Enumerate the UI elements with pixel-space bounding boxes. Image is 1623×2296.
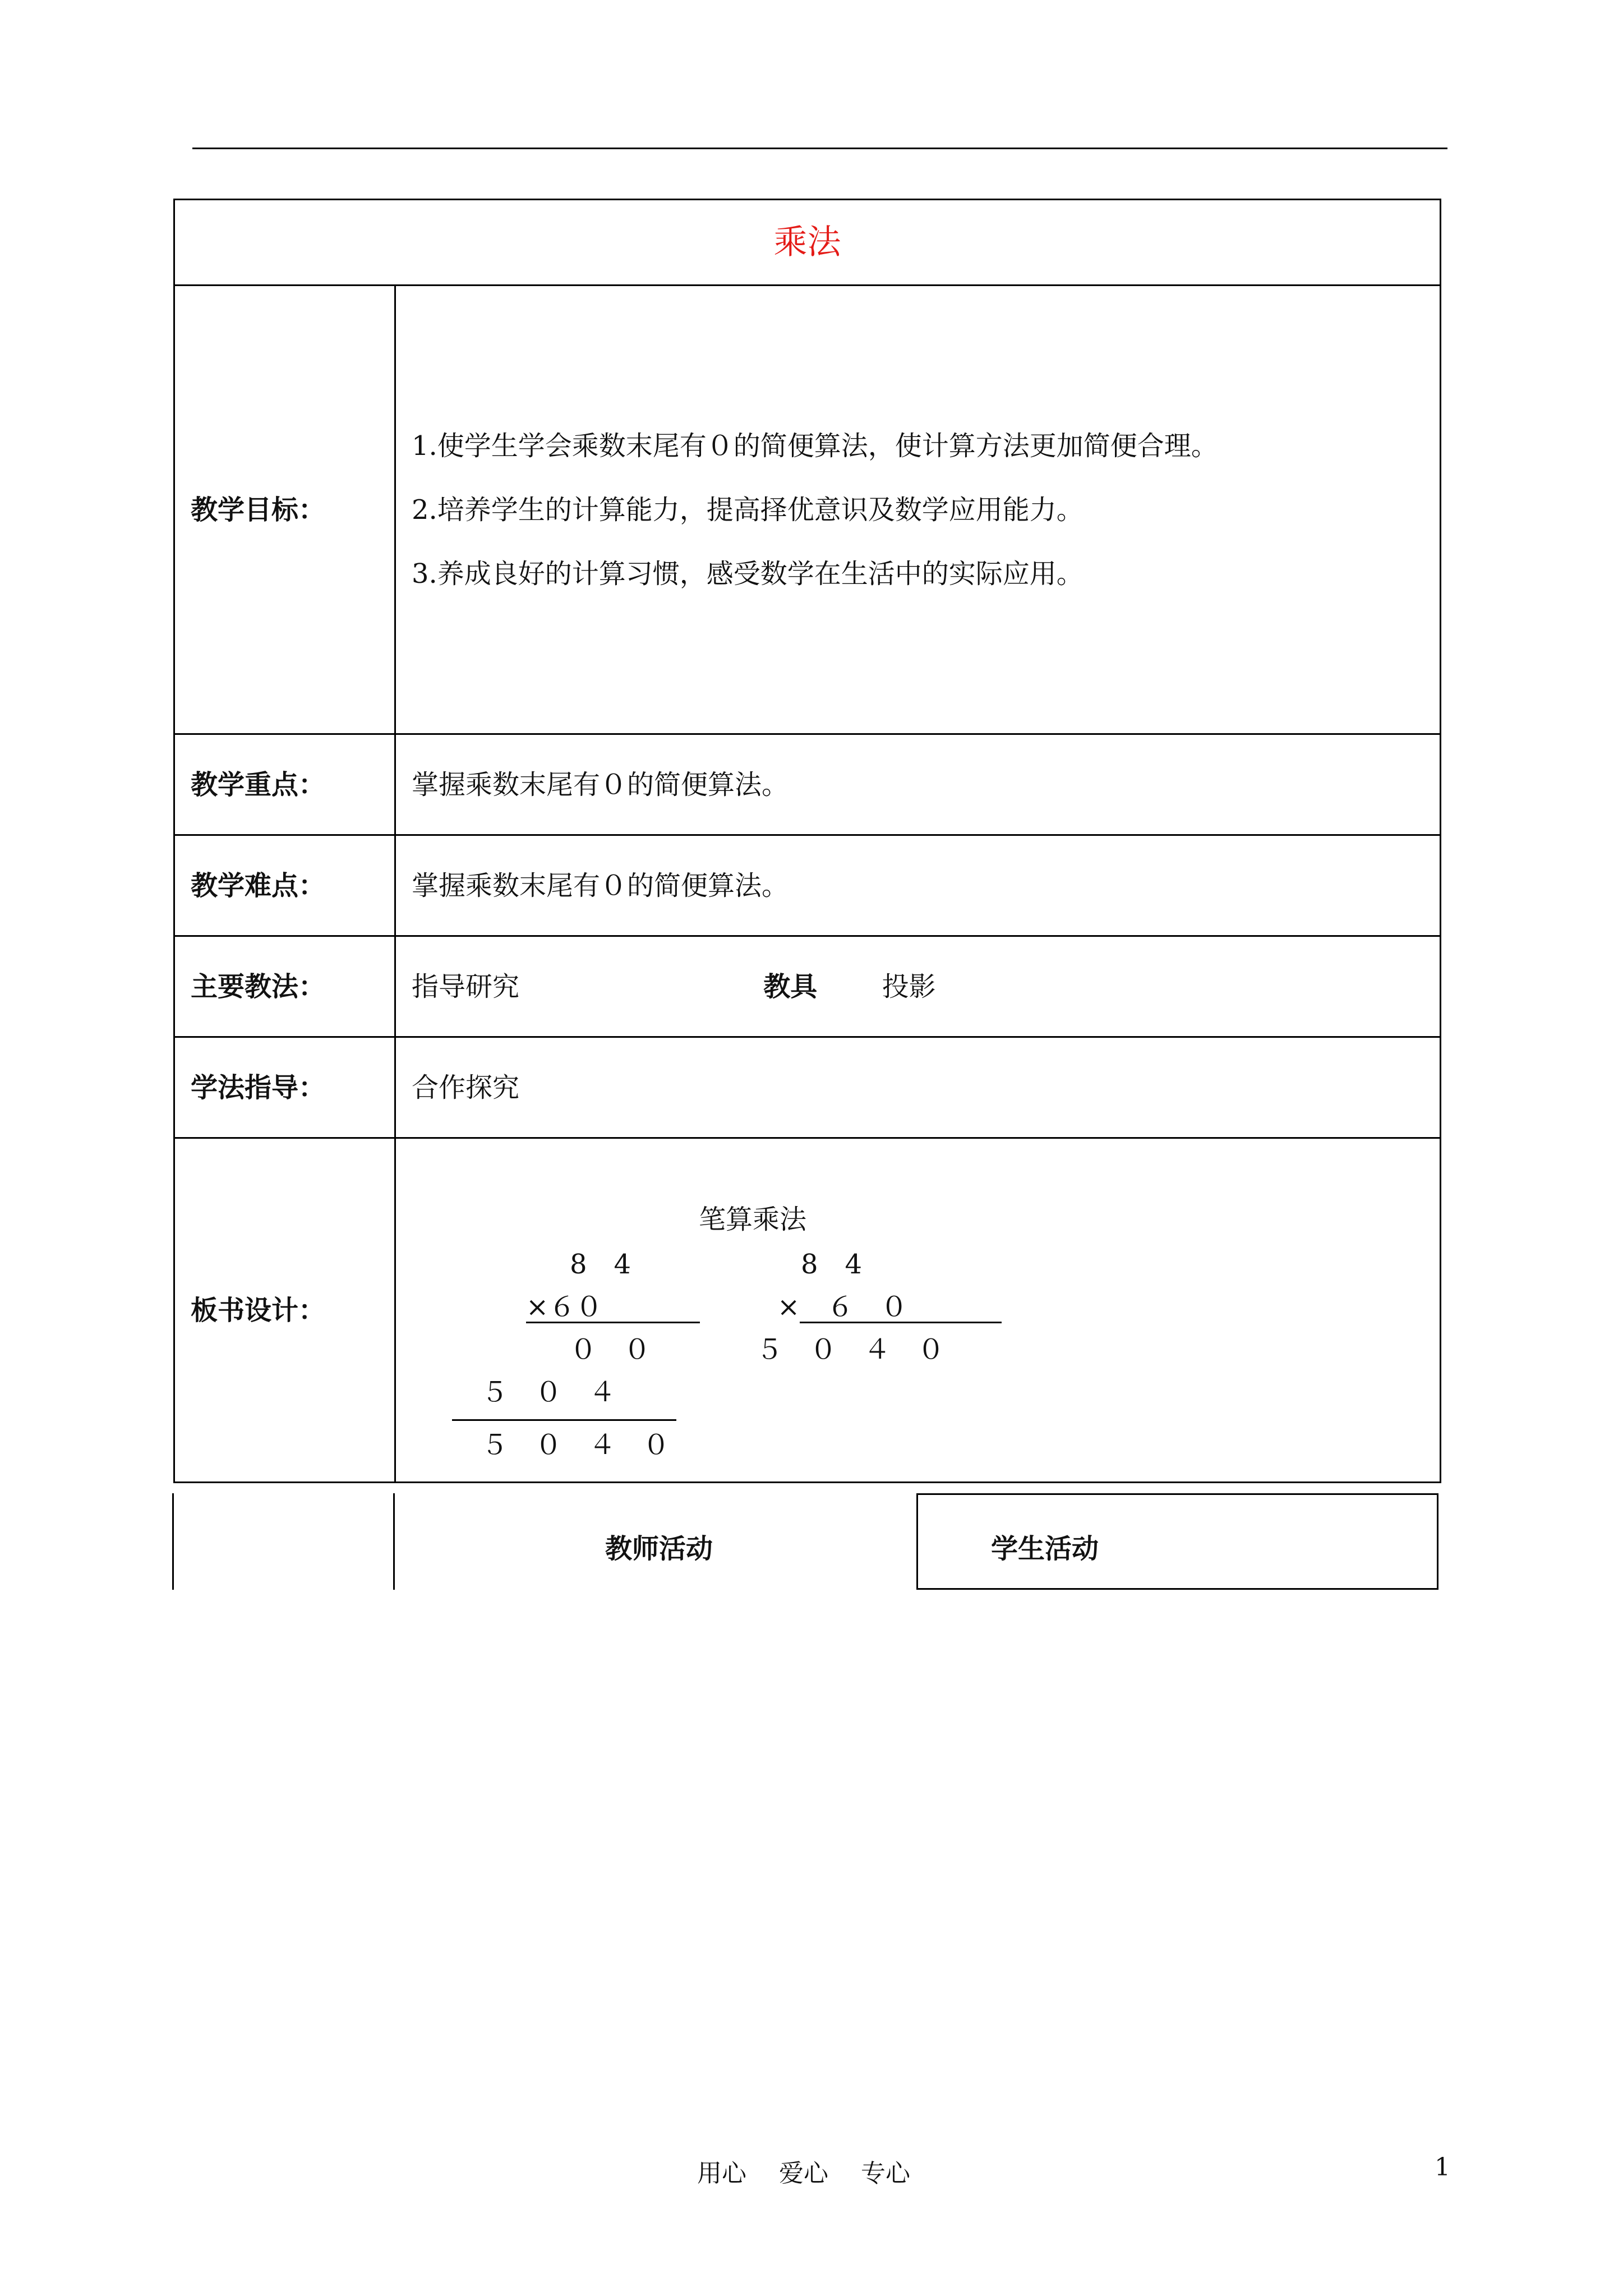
header-rule xyxy=(192,148,1447,149)
title-row xyxy=(174,200,1441,286)
left-partial-2: ５ ０ ４ xyxy=(481,1377,616,1408)
method-label: 主要教法： xyxy=(174,936,395,1037)
tools-value: 投影 xyxy=(882,970,936,1002)
goal-item: 1.使学生学会乘数末尾有０的简便算法，使计算方法更加简便合理。 xyxy=(412,430,1218,462)
left-result: ５ ０ ４ ０ xyxy=(481,1429,670,1461)
footer-motto: 用心 爱心 专心 xyxy=(697,2159,910,2188)
board-design-label: 板书设计： xyxy=(174,1138,395,1483)
left-rule-1 xyxy=(526,1322,700,1323)
key-point-row xyxy=(174,734,1441,835)
study-guide-row xyxy=(174,1037,1441,1138)
activity-top-rule xyxy=(916,1493,1438,1495)
lesson-plan-table xyxy=(173,199,1441,1483)
study-guide-label: 学法指导： xyxy=(174,1037,395,1138)
goal-item: 3.养成良好的计算习惯，感受数学在生活中的实际应用。 xyxy=(412,558,1083,590)
activity-divider-mid xyxy=(393,1493,395,1590)
right-result: ５ ０ ４ ０ xyxy=(756,1334,945,1365)
tools-label: 教具 xyxy=(763,970,818,1002)
left-multiplicand: 8 4 xyxy=(570,1249,631,1280)
difficulty-row xyxy=(174,835,1441,936)
teacher-activity-heading: 教师活动 xyxy=(605,1533,713,1565)
method-value: 指导研究 xyxy=(412,970,520,1002)
board-design-row xyxy=(174,1138,1441,1483)
study-guide-value: 合作探究 xyxy=(395,1037,1441,1138)
key-point-value: 掌握乘数末尾有０的简便算法。 xyxy=(395,734,1441,835)
page-title: 乘法 xyxy=(174,200,1441,286)
key-point-label: 教学重点： xyxy=(174,734,395,835)
activity-divider-left xyxy=(172,1493,174,1590)
activity-bottom-rule xyxy=(916,1588,1438,1590)
page-number: 1 xyxy=(1435,2153,1450,2182)
board-heading: 笔算乘法 xyxy=(699,1204,807,1235)
left-multiplier: ×６０ xyxy=(526,1291,603,1323)
teaching-goals-label: 教学目标： xyxy=(174,286,395,734)
activity-divider-teacher xyxy=(916,1493,918,1590)
activity-divider-right xyxy=(1437,1493,1438,1590)
right-multiplier: × ６ ０ xyxy=(777,1291,908,1323)
board-design-content xyxy=(395,1138,1441,1483)
method-row xyxy=(174,936,1441,1037)
left-partial: ０ ０ xyxy=(570,1334,651,1365)
goal-item: 2.培养学生的计算能力，提高择优意识及数学应用能力。 xyxy=(412,494,1083,526)
activity-header xyxy=(172,1493,1438,1590)
teaching-goals-content xyxy=(395,286,1441,734)
board-diagram xyxy=(396,1139,1440,1481)
difficulty-value: 掌握乘数末尾有０的简便算法。 xyxy=(395,835,1441,936)
right-multiplicand: 8 4 xyxy=(801,1249,863,1280)
right-rule xyxy=(800,1322,1002,1323)
difficulty-label: 教学难点： xyxy=(174,835,395,936)
method-content xyxy=(395,936,1441,1037)
student-activity-heading: 学生活动 xyxy=(991,1533,1099,1565)
teaching-goals-row xyxy=(174,286,1441,734)
left-rule-2 xyxy=(452,1419,676,1421)
